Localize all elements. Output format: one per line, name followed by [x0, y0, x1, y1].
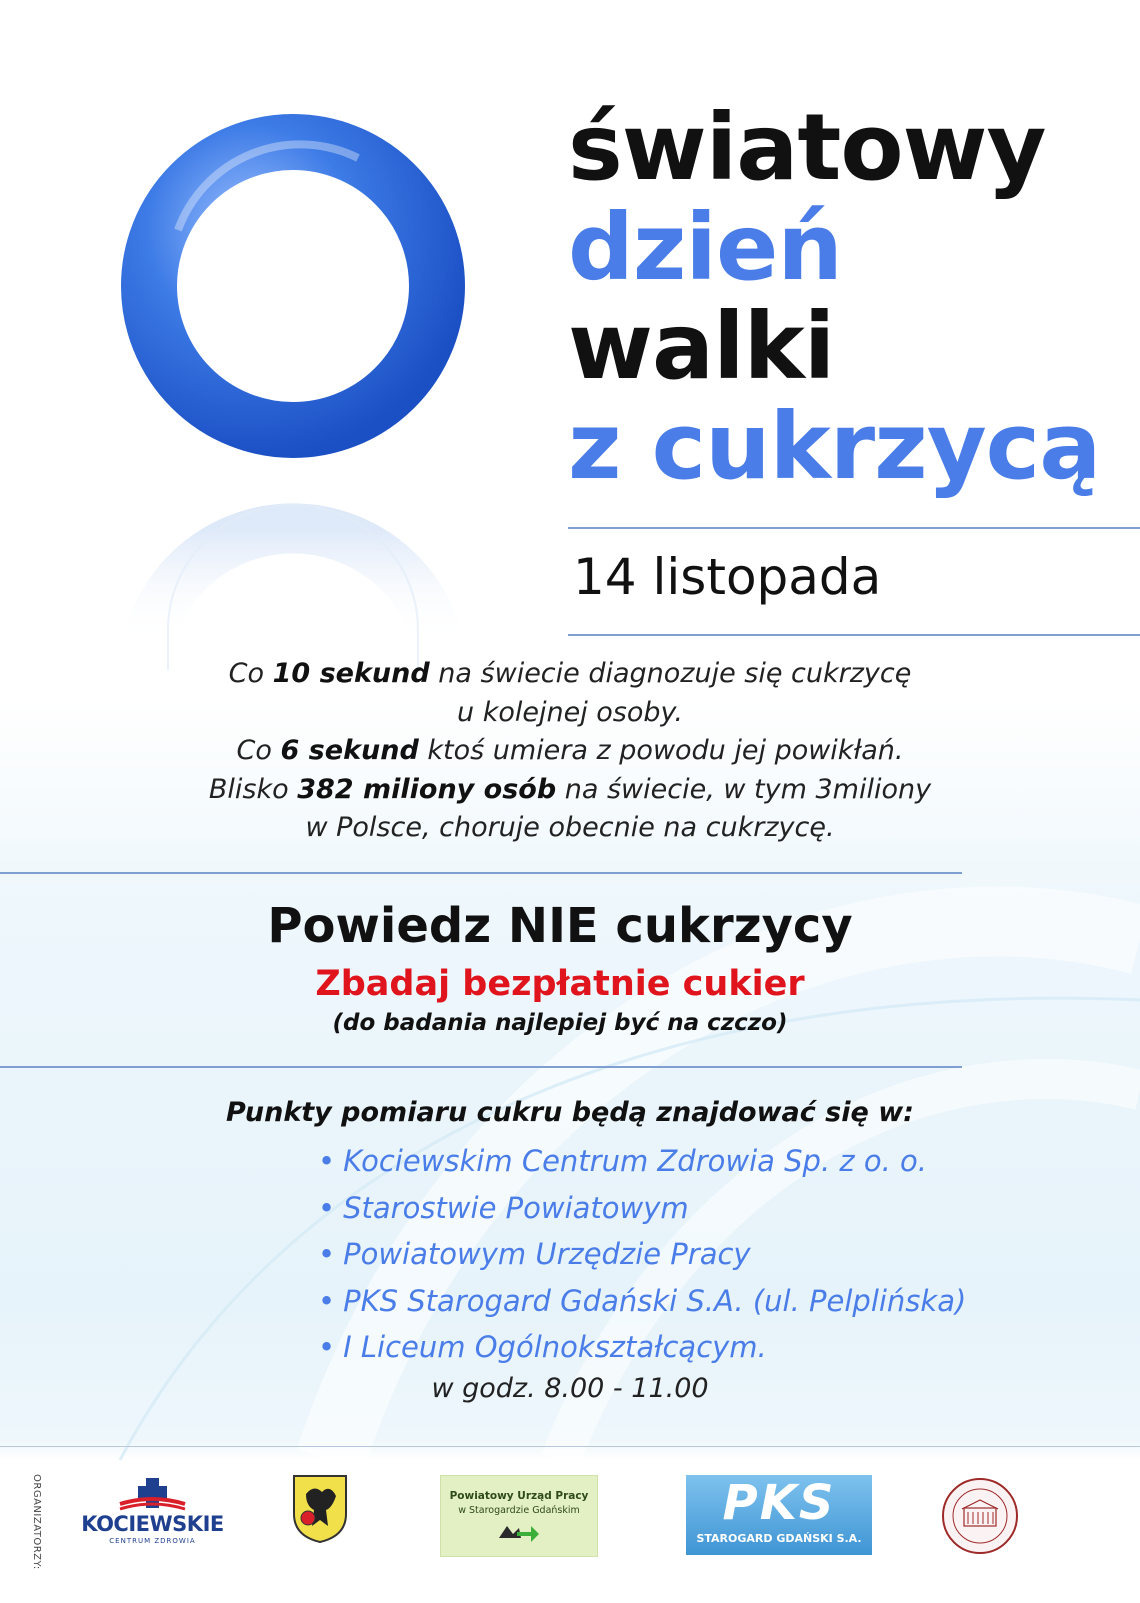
intro-text-part: Co	[228, 658, 273, 689]
divider	[0, 1066, 962, 1068]
arrow-icon	[497, 1520, 541, 1546]
fasting-note: (do badania najlepiej być na czczo)	[332, 1010, 788, 1036]
pup-location: w Starogardzie Gdańskim	[458, 1505, 580, 1516]
divider	[568, 634, 1140, 636]
intro-text-part: u kolejnej osoby.	[457, 696, 683, 728]
title-line-3: walki	[568, 293, 835, 400]
title-line-2: dzień	[568, 194, 842, 301]
list-item: • Kociewskim Centrum Zdrowia Sp. z o. o.	[318, 1138, 966, 1185]
points-title: Punkty pomiaru cukru będą znajdować się w:	[226, 1097, 914, 1128]
event-date: 14 listopada	[573, 548, 882, 606]
intro-highlight: 6 sekund	[280, 735, 419, 766]
pup-name: Powiatowy Urząd Pracy	[449, 1490, 589, 1502]
intro-text-part: w Polsce, choruje obecnie na cukrzycę.	[305, 812, 835, 843]
pks-name: PKS	[722, 1475, 836, 1531]
cross-icon	[80, 1474, 225, 1512]
intro-text-part: Co	[236, 735, 281, 766]
intro-highlight: 382 miliony osób	[297, 773, 557, 805]
divider	[568, 527, 1140, 529]
intro-text	[0, 655, 1140, 848]
pks-subtitle: STAROGARD GDAŃSKI S.A.	[696, 1532, 862, 1545]
blue-circle-icon	[118, 110, 478, 670]
list-item: • I Liceum Ogólnokształcącym.	[318, 1324, 966, 1371]
footer-divider	[0, 1446, 1140, 1447]
title-line-1: światowy	[568, 94, 1046, 201]
coat-of-arms-icon	[292, 1474, 348, 1544]
intro-text-part: na świecie, w tym 3miliony	[556, 773, 932, 805]
organizers-label: ORGANIZATORZY:	[31, 1474, 42, 1570]
hours: w godz. 8.00 - 11.00	[431, 1373, 709, 1404]
intro-text-part: Blisko	[208, 773, 298, 805]
pup-logo	[440, 1475, 598, 1557]
school-seal-icon	[940, 1476, 1020, 1556]
intro-text-part: ktoś umiera z powodu jej powikłań.	[418, 735, 904, 766]
intro-text-part: na świecie diagnozuje się cukrzycę	[429, 658, 912, 689]
list-item: • Powiatowym Urzędzie Pracy	[318, 1231, 966, 1278]
call-to-action: Zbadaj bezpłatnie cukier	[315, 964, 805, 1004]
pks-logo	[686, 1475, 872, 1555]
list-item: • PKS Starogard Gdański S.A. (ul. Pelplińska)	[318, 1278, 966, 1325]
divider	[0, 872, 962, 874]
kociewskie-name: KOCIEWSKIE	[81, 1512, 224, 1536]
points-list	[318, 1138, 966, 1371]
list-item: • Starostwie Powiatowym	[318, 1185, 966, 1232]
slogan: Powiedz NIE cukrzycy	[267, 898, 853, 954]
intro-highlight: 10 sekund	[272, 658, 430, 689]
kociewskie-logo	[80, 1474, 225, 1554]
title-line-4: z cukrzycą	[568, 393, 1101, 500]
kociewskie-subtitle: CENTRUM ZDROWIA	[109, 1537, 196, 1545]
